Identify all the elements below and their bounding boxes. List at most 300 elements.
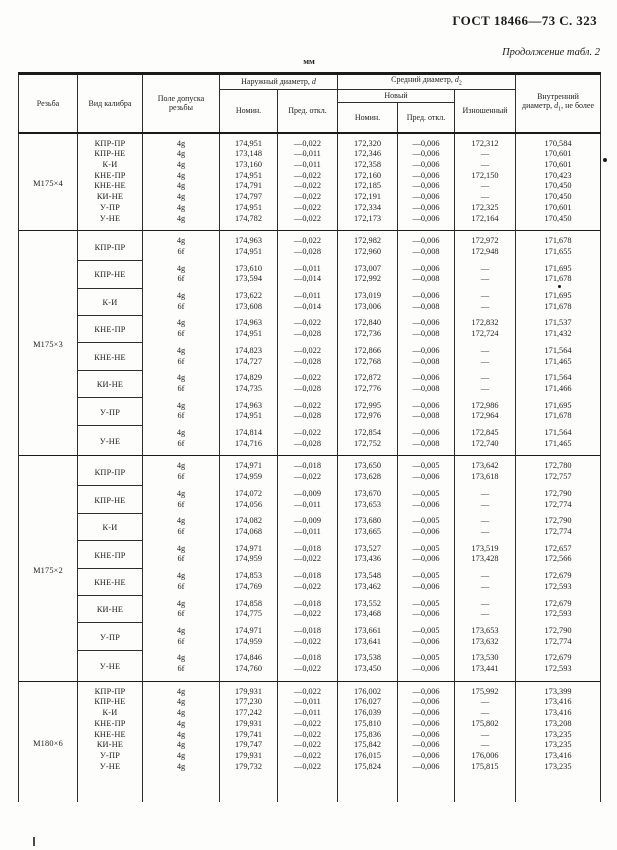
tolerance-cell: 6f [143,302,220,316]
worn-cell: 173,519 [455,541,516,555]
gauge-type-cell: КИ-НЕ [78,192,143,203]
outer-nominal-cell: 173,610 [220,261,278,275]
middle-deviation-cell: —0,008 [398,411,455,425]
worn-cell: 173,441 [455,664,516,681]
worn-cell: — [455,274,516,288]
tolerance-cell: 4g [143,719,220,730]
outer-deviation-cell: —0,028 [278,439,338,456]
spacer-cell [338,778,398,802]
tolerance-cell: 6f [143,472,220,486]
inner-cell: 170,601 [516,203,601,214]
table-row [19,398,601,412]
outer-deviation-cell: —0,018 [278,568,338,582]
table-row [19,261,601,275]
worn-cell: — [455,261,516,275]
middle-deviation-cell: —0,006 [398,133,455,150]
inner-cell: 172,780 [516,456,601,472]
inner-cell: 170,601 [516,149,601,160]
worn-cell: 173,530 [455,650,516,664]
outer-deviation-cell: —0,022 [278,203,338,214]
middle-nominal-cell: 172,872 [338,370,398,384]
gauge-type-cell: КПР-ПР [78,231,143,261]
inner-cell: 171,695 [516,288,601,302]
outer-deviation-cell: —0,011 [278,527,338,541]
inner-diameter-symbol: d [554,101,559,110]
tolerance-cell: 6f [143,384,220,398]
worn-cell: — [455,500,516,514]
outer-nominal-cell: 179,931 [220,681,278,697]
worn-cell: 176,006 [455,751,516,762]
gauge-type-cell: КПР-НЕ [78,697,143,708]
outer-deviation-cell: —0,011 [278,708,338,719]
inner-cell: 172,774 [516,637,601,651]
table-row [19,681,601,697]
inner-cell: 173,235 [516,730,601,741]
inner-cell: 171,465 [516,357,601,371]
outer-deviation-cell: —0,011 [278,697,338,708]
middle-deviation-cell: —0,006 [398,751,455,762]
col-header-worn: Изношенный [455,90,516,133]
outer-deviation-cell: —0,022 [278,133,338,150]
middle-deviation-cell: —0,006 [398,171,455,182]
table-row [19,697,601,708]
col-header-outer-nominal: Номин. [220,90,278,133]
outer-nominal-cell: 174,760 [220,664,278,681]
outer-deviation-cell: —0,022 [278,181,338,192]
table-row [19,456,601,472]
worn-cell: — [455,609,516,623]
middle-deviation-cell: —0,006 [398,192,455,203]
outer-nominal-cell: 174,846 [220,650,278,664]
middle-nominal-cell: 173,628 [338,472,398,486]
outer-nominal-cell: 174,727 [220,357,278,371]
tolerance-cell: 6f [143,357,220,371]
spacer-cell [220,778,278,802]
middle-nominal-cell: 172,173 [338,214,398,231]
outer-deviation-cell: —0,018 [278,456,338,472]
worn-cell: 172,724 [455,329,516,343]
tolerance-cell: 4g [143,486,220,500]
worn-cell: — [455,192,516,203]
gauge-type-cell: К-И [78,708,143,719]
thread-label: М175×4 [19,133,78,231]
outer-nominal-cell: 174,782 [220,214,278,231]
gauge-type-cell: У-НЕ [78,214,143,231]
outer-deviation-cell: —0,022 [278,751,338,762]
outer-nominal-cell: 174,951 [220,203,278,214]
middle-nominal-cell: 175,836 [338,730,398,741]
middle-nominal-cell: 172,768 [338,357,398,371]
tolerance-cell: 6f [143,274,220,288]
spacer-cell [398,778,455,802]
col-header-middle-deviation: Пред. откл. [398,103,455,133]
outer-deviation-cell: —0,022 [278,762,338,779]
outer-nominal-cell: 174,963 [220,398,278,412]
inner-cell: 172,566 [516,554,601,568]
outer-nominal-cell: 179,741 [220,730,278,741]
outer-deviation-cell: —0,011 [278,160,338,171]
table-row [19,541,601,555]
middle-deviation-cell: —0,005 [398,486,455,500]
inner-cell: 171,466 [516,384,601,398]
middle-nominal-cell: 173,680 [338,513,398,527]
middle-nominal-cell: 172,334 [338,203,398,214]
middle-deviation-cell: —0,008 [398,247,455,261]
tolerance-cell: 4g [143,541,220,555]
worn-cell: 172,845 [455,425,516,439]
gauge-type-cell: КНЕ-НЕ [78,568,143,595]
middle-deviation-cell: —0,005 [398,541,455,555]
outer-deviation-cell: —0,018 [278,596,338,610]
worn-cell: 172,164 [455,214,516,231]
worn-cell: — [455,596,516,610]
middle-nominal-cell: 173,019 [338,288,398,302]
middle-nominal-cell: 172,320 [338,133,398,150]
table-row [19,596,601,610]
middle-deviation-cell: —0,006 [398,160,455,171]
outer-nominal-cell: 179,931 [220,719,278,730]
worn-cell: 172,325 [455,203,516,214]
inner-cell: 172,679 [516,596,601,610]
middle-deviation-cell: —0,006 [398,637,455,651]
outer-deviation-cell: —0,022 [278,231,338,247]
outer-nominal-cell: 179,732 [220,762,278,779]
middle-deviation-cell: —0,006 [398,762,455,779]
outer-deviation-cell: —0,022 [278,740,338,751]
middle-deviation-cell: —0,008 [398,357,455,371]
col-header-tolerance: Поле допуска резьбы [143,74,220,133]
middle-deviation-cell: —0,008 [398,329,455,343]
inner-cell: 171,432 [516,329,601,343]
table-row [19,203,601,214]
worn-cell: 172,740 [455,439,516,456]
gauge-type-cell: КПР-ПР [78,681,143,697]
worn-cell: — [455,357,516,371]
outer-nominal-cell: 174,971 [220,456,278,472]
outer-nominal-cell: 174,853 [220,568,278,582]
inner-cell: 172,657 [516,541,601,555]
outer-nominal-cell: 174,716 [220,439,278,456]
outer-nominal-cell: 179,931 [220,751,278,762]
middle-deviation-cell: —0,006 [398,719,455,730]
gauge-type-cell: КИ-НЕ [78,740,143,751]
doc-reference: ГОСТ 18466—73 С. 323 [452,13,597,28]
tolerance-cell: 4g [143,231,220,247]
table-row [19,568,601,582]
table-row [19,133,601,150]
outer-nominal-cell: 174,735 [220,384,278,398]
outer-deviation-cell: —0,011 [278,149,338,160]
middle-deviation-cell: —0,006 [398,554,455,568]
gauge-type-cell: К-И [78,288,143,315]
worn-cell: — [455,160,516,171]
middle-nominal-cell: 173,468 [338,609,398,623]
tolerance-cell: 6f [143,609,220,623]
middle-nominal-cell: 175,842 [338,740,398,751]
middle-nominal-cell: 172,976 [338,411,398,425]
middle-nominal-cell: 175,824 [338,762,398,779]
outer-deviation-cell: —0,022 [278,343,338,357]
tolerance-cell: 4g [143,288,220,302]
tolerance-cell: 6f [143,439,220,456]
gauge-type-cell: У-НЕ [78,650,143,681]
worn-cell: 172,964 [455,411,516,425]
outer-nominal-cell: 174,797 [220,192,278,203]
outer-nominal-cell: 174,951 [220,171,278,182]
middle-nominal-cell: 173,548 [338,568,398,582]
outer-nominal-cell: 174,056 [220,500,278,514]
col-header-thread: Резьба [19,74,78,133]
outer-deviation-cell: —0,022 [278,719,338,730]
middle-nominal-cell: 172,992 [338,274,398,288]
middle-deviation-cell: —0,006 [398,231,455,247]
worn-cell: 172,150 [455,171,516,182]
table-row [19,650,601,664]
tolerance-cell: 4g [143,596,220,610]
tolerance-cell: 4g [143,762,220,779]
tolerance-cell: 4g [143,456,220,472]
middle-deviation-cell: —0,006 [398,149,455,160]
gauge-type-cell: КНЕ-ПР [78,541,143,568]
outer-nominal-cell: 174,971 [220,623,278,637]
outer-deviation-cell: —0,011 [278,261,338,275]
inner-cell: 171,655 [516,247,601,261]
worn-cell: — [455,697,516,708]
outer-deviation-cell: —0,009 [278,513,338,527]
inner-cell: 171,695 [516,261,601,275]
outer-nominal-cell: 174,769 [220,582,278,596]
middle-deviation-cell: —0,006 [398,398,455,412]
outer-nominal-cell: 174,963 [220,231,278,247]
middle-nominal-cell: 173,006 [338,302,398,316]
inner-cell: 171,465 [516,439,601,456]
middle-nominal-cell: 173,436 [338,554,398,568]
table-row [19,513,601,527]
inner-cell: 172,757 [516,472,601,486]
middle-deviation-cell: —0,006 [398,315,455,329]
table-row [19,315,601,329]
gauge-type-cell: У-НЕ [78,425,143,456]
outer-deviation-cell: —0,018 [278,541,338,555]
table-row [19,623,601,637]
tolerance-cell: 6f [143,329,220,343]
table-continuation-note: Продолжение табл. 2 [502,47,600,58]
worn-cell: — [455,740,516,751]
inner-cell: 172,774 [516,500,601,514]
outer-nominal-cell: 177,230 [220,697,278,708]
middle-deviation-cell: —0,008 [398,439,455,456]
spacer-cell [516,778,601,802]
inner-cell: 171,564 [516,425,601,439]
worn-cell: 173,653 [455,623,516,637]
col-header-gauge-type: Вид калибра [78,74,143,133]
tolerance-cell: 4g [143,181,220,192]
middle-deviation-cell: —0,006 [398,214,455,231]
gauge-type-cell: К-И [78,513,143,540]
tolerance-cell: 4g [143,315,220,329]
outer-nominal-cell: 173,594 [220,274,278,288]
table-row [19,370,601,384]
middle-deviation-cell: —0,006 [398,740,455,751]
worn-cell: 175,815 [455,762,516,779]
worn-cell: — [455,730,516,741]
middle-nominal-cell: 172,185 [338,181,398,192]
gauge-type-cell: КИ-НЕ [78,596,143,623]
inner-cell: 173,208 [516,719,601,730]
worn-cell: — [455,513,516,527]
middle-nominal-cell: 173,653 [338,500,398,514]
middle-nominal-cell: 172,854 [338,425,398,439]
middle-deviation-cell: —0,006 [398,500,455,514]
outer-deviation-cell: —0,022 [278,315,338,329]
table-row [19,149,601,160]
outer-nominal-cell: 174,951 [220,411,278,425]
middle-diameter-symbol: d [454,75,459,84]
outer-nominal-cell: 173,160 [220,160,278,171]
inner-cell: 173,416 [516,751,601,762]
outer-diameter-symbol: d [311,77,316,87]
middle-nominal-cell: 173,450 [338,664,398,681]
middle-nominal-cell: 172,736 [338,329,398,343]
middle-nominal-cell: 173,641 [338,637,398,651]
outer-deviation-cell: —0,028 [278,411,338,425]
outer-nominal-cell: 173,622 [220,288,278,302]
outer-nominal-cell: 174,814 [220,425,278,439]
thread-section [19,231,601,456]
middle-nominal-cell: 172,191 [338,192,398,203]
outer-nominal-cell: 174,959 [220,554,278,568]
inner-cell: 171,564 [516,370,601,384]
tolerance-cell: 4g [143,623,220,637]
inner-cell: 170,584 [516,133,601,150]
inner-cell: 171,678 [516,231,601,247]
middle-deviation-cell: —0,008 [398,302,455,316]
inner-cell: 173,399 [516,681,601,697]
col-header-outer-diameter: Наружный диаметр, d [220,74,338,90]
table-row [19,719,601,730]
tolerance-cell: 4g [143,370,220,384]
outer-nominal-cell: 177,242 [220,708,278,719]
tolerance-cell: 4g [143,697,220,708]
outer-nominal-cell: 173,148 [220,149,278,160]
tolerance-cell: 6f [143,637,220,651]
tolerance-cell: 4g [143,214,220,231]
worn-cell: 175,992 [455,681,516,697]
tolerance-cell: 4g [143,740,220,751]
tolerance-cell: 4g [143,751,220,762]
worn-cell: — [455,527,516,541]
middle-nominal-cell: 172,752 [338,439,398,456]
outer-deviation-cell: —0,011 [278,288,338,302]
worn-cell: 173,428 [455,554,516,568]
inner-cell: 170,450 [516,192,601,203]
spacer-cell [143,778,220,802]
middle-nominal-cell: 173,661 [338,623,398,637]
outer-nominal-cell: 174,823 [220,343,278,357]
tolerance-cell: 4g [143,681,220,697]
outer-nominal-cell: 174,963 [220,315,278,329]
inner-cell: 173,416 [516,697,601,708]
middle-deviation-cell: —0,005 [398,623,455,637]
middle-nominal-cell: 173,007 [338,261,398,275]
middle-deviation-cell: —0,006 [398,425,455,439]
tolerance-cell: 4g [143,149,220,160]
middle-nominal-cell: 172,160 [338,171,398,182]
scan-artifact-dot [558,285,561,288]
outer-nominal-cell: 174,858 [220,596,278,610]
middle-deviation-cell: —0,006 [398,708,455,719]
middle-nominal-cell: 173,665 [338,527,398,541]
tolerance-cell: 6f [143,247,220,261]
middle-nominal-cell: 176,015 [338,751,398,762]
tolerance-cell: 4g [143,568,220,582]
col-header-middle-diameter: Средний диаметр, $d_2$ [338,74,516,90]
inner-cell: 172,790 [516,486,601,500]
gauge-type-cell: КНЕ-ПР [78,171,143,182]
middle-nominal-cell: 176,027 [338,697,398,708]
middle-nominal-cell: 172,346 [338,149,398,160]
middle-deviation-cell: —0,006 [398,203,455,214]
outer-deviation-cell: —0,028 [278,357,338,371]
table-spacer-row [19,778,601,802]
thread-gauge-table [18,72,601,802]
middle-deviation-cell: —0,006 [398,697,455,708]
worn-cell: 172,832 [455,315,516,329]
middle-deviation-cell: —0,005 [398,513,455,527]
gauge-type-cell: КПР-НЕ [78,486,143,513]
table-row [19,171,601,182]
table-row [19,486,601,500]
table-row [19,740,601,751]
outer-nominal-cell: 174,959 [220,472,278,486]
tolerance-cell: 6f [143,500,220,514]
outer-nominal-cell: 174,829 [220,370,278,384]
inner-cell: 173,235 [516,762,601,779]
middle-deviation-cell: —0,006 [398,288,455,302]
middle-deviation-cell: —0,005 [398,596,455,610]
outer-deviation-cell: —0,018 [278,623,338,637]
middle-nominal-cell: 172,358 [338,160,398,171]
outer-nominal-cell: 174,951 [220,329,278,343]
tolerance-cell: 4g [143,425,220,439]
outer-deviation-cell: —0,022 [278,425,338,439]
table-row [19,762,601,779]
outer-deviation-cell: —0,009 [278,486,338,500]
tolerance-cell: 4g [143,398,220,412]
worn-cell: — [455,384,516,398]
scan-artifact-dot [603,158,607,162]
middle-nominal-cell: 172,982 [338,231,398,247]
inner-cell: 171,678 [516,411,601,425]
outer-deviation-cell: —0,014 [278,302,338,316]
inner-cell: 172,774 [516,527,601,541]
middle-nominal-cell: 172,840 [338,315,398,329]
gauge-type-cell: КНЕ-ПР [78,719,143,730]
gauge-type-cell: КИ-НЕ [78,370,143,397]
tolerance-cell: 4g [143,133,220,150]
inner-cell: 170,450 [516,214,601,231]
outer-deviation-cell: —0,022 [278,398,338,412]
tolerance-cell: 4g [143,513,220,527]
outer-nominal-cell: 174,072 [220,486,278,500]
inner-cell: 172,593 [516,582,601,596]
table-row [19,425,601,439]
worn-cell: 172,948 [455,247,516,261]
outer-deviation-cell: —0,022 [278,582,338,596]
tolerance-cell: 6f [143,411,220,425]
middle-deviation-cell: —0,008 [398,384,455,398]
table-row [19,343,601,357]
